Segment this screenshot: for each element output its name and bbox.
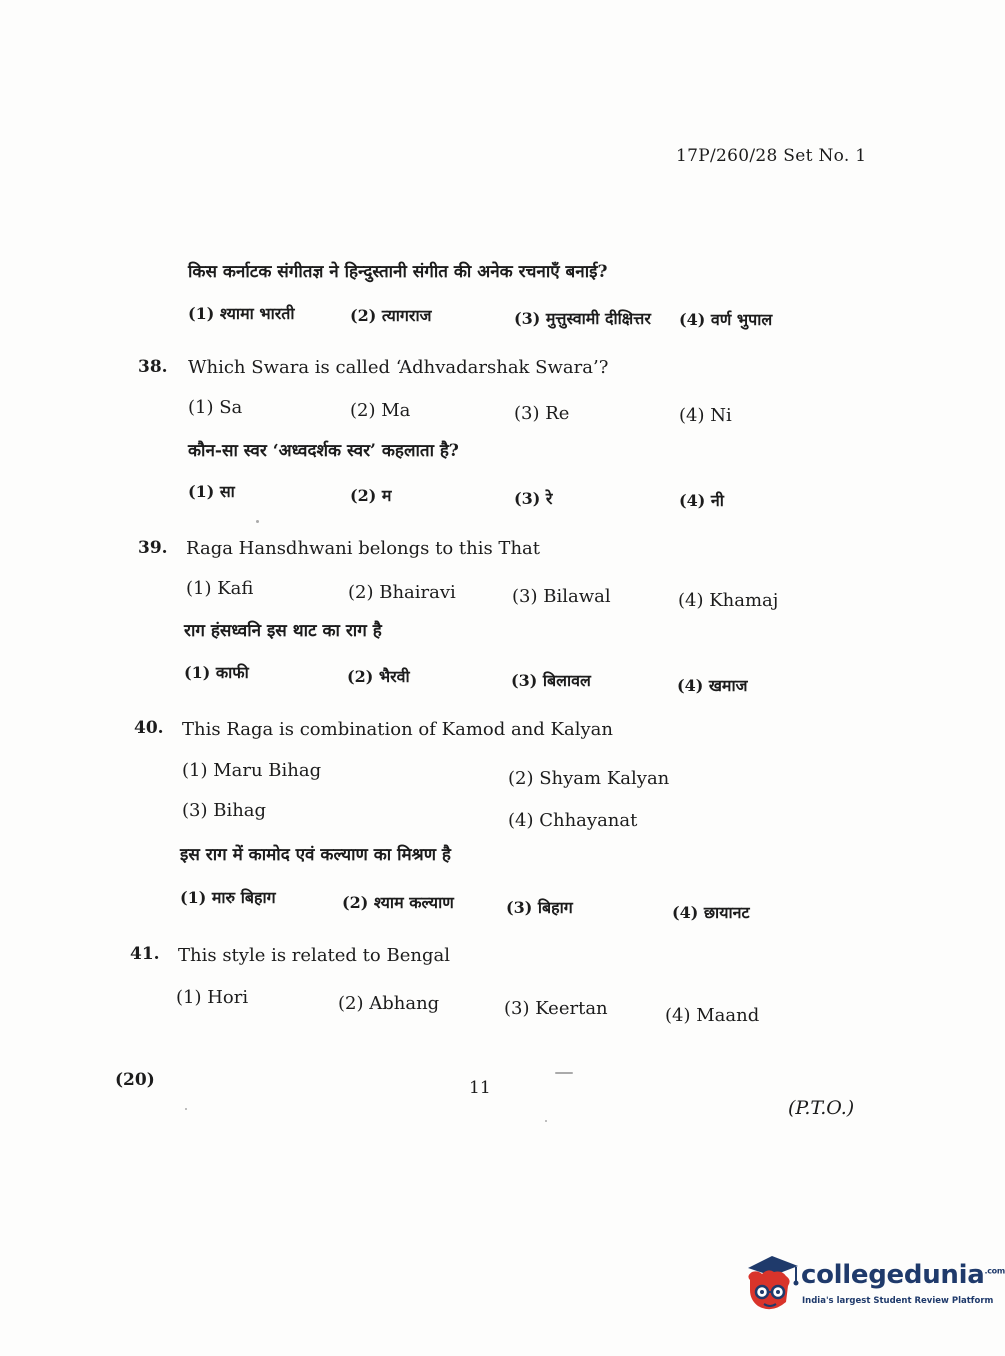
collegedunia-logo bbox=[742, 1250, 1005, 1320]
q41-option-1: (1) Hori bbox=[176, 987, 249, 1008]
q37-hi-option-1: (1) श्यामा भारती bbox=[188, 304, 295, 323]
q40-hi-option-1: (1) मारु बिहाग bbox=[180, 888, 276, 907]
q39-hi-option-2: (2) भैरवी bbox=[347, 667, 410, 686]
q39-question: Raga Hansdhwani belongs to this That bbox=[186, 538, 540, 559]
q40-option-2: (2) Shyam Kalyan bbox=[508, 768, 670, 789]
q41-number: 41. bbox=[130, 944, 160, 964]
q39-hindi-text: राग हंसध्वनि इस थाट का राग है bbox=[184, 621, 382, 641]
q39-option-1: (1) Kafi bbox=[186, 578, 254, 599]
pto-note: (P.T.O.) bbox=[788, 1097, 855, 1119]
q39-option-2: (2) Bhairavi bbox=[348, 582, 456, 603]
q38-hi-option-3: (3) रे bbox=[514, 489, 553, 508]
q37-hi-option-3: (3) मुत्तुस्वामी दीक्षित्तर bbox=[514, 309, 651, 328]
q40-hindi-text: इस राग में कामोद एवं कल्याण का मिश्रण है bbox=[180, 845, 451, 865]
scan-speck bbox=[256, 520, 259, 523]
q39-option-4: (4) Khamaj bbox=[678, 590, 779, 611]
q37-hindi-text: किस कर्नाटक संगीतज्ञ ने हिन्दुस्तानी संगीत की अनेक रचनाएँ बनाई? bbox=[188, 262, 608, 282]
q39-hi-option-4: (4) खमाज bbox=[677, 676, 748, 695]
paper-code: 17P/260/28 Set No. 1 bbox=[676, 146, 867, 166]
q38-option-4: (4) Ni bbox=[679, 405, 732, 426]
q40-question: This Raga is combination of Kamod and Kalyan bbox=[182, 719, 613, 740]
q38-option-1: (1) Sa bbox=[188, 397, 243, 418]
q41-option-3: (3) Keertan bbox=[504, 998, 608, 1019]
q39-option-3: (3) Bilawal bbox=[512, 586, 611, 607]
q39-hi-option-3: (3) बिलावल bbox=[511, 671, 591, 690]
scan-speck bbox=[185, 1108, 187, 1110]
logo-tagline: India's largest Student Review Platform bbox=[802, 1296, 994, 1306]
q40-option-3: (3) Bihag bbox=[182, 800, 267, 821]
q40-hi-option-2: (2) श्याम कल्याण bbox=[342, 893, 454, 912]
q38-hindi-text: कौन-सा स्वर ‘अध्वदर्शक स्वर’ कहलाता है? bbox=[188, 441, 459, 461]
q40-hi-option-3: (3) बिहाग bbox=[506, 898, 573, 917]
q39-number: 39. bbox=[138, 538, 168, 558]
q38-hi-option-1: (1) सा bbox=[188, 482, 235, 501]
q40-hi-option-4: (4) छायानट bbox=[672, 903, 750, 922]
q38-question: Which Swara is called ‘Adhvadarshak Swara’? bbox=[188, 357, 609, 378]
q39-hi-option-1: (1) काफी bbox=[184, 663, 249, 682]
q38-option-3: (3) Re bbox=[514, 403, 570, 424]
q40-number: 40. bbox=[134, 718, 164, 738]
q41-option-2: (2) Abhang bbox=[338, 993, 440, 1014]
page-total-marker: (20) bbox=[115, 1070, 155, 1090]
logo-suffix: .com bbox=[984, 1266, 1005, 1276]
q38-number: 38. bbox=[138, 357, 168, 377]
logo-name: collegedunia bbox=[801, 1260, 985, 1290]
scan-speck bbox=[555, 1072, 573, 1074]
q40-option-1: (1) Maru Bihag bbox=[182, 760, 322, 781]
q41-option-4: (4) Maand bbox=[665, 1005, 760, 1026]
page-number: 11 bbox=[469, 1078, 491, 1098]
scan-speck bbox=[545, 1120, 547, 1122]
logo-wordmark bbox=[801, 1260, 1005, 1290]
q40-option-4: (4) Chhayanat bbox=[508, 810, 638, 831]
q41-question: This style is related to Bengal bbox=[178, 945, 450, 966]
q37-hi-option-4: (4) वर्ण भुपाल bbox=[679, 310, 773, 329]
mascot-icon bbox=[742, 1250, 802, 1316]
q38-hi-option-2: (2) म bbox=[350, 486, 392, 505]
q38-hi-option-4: (4) नी bbox=[679, 491, 724, 510]
q38-option-2: (2) Ma bbox=[350, 400, 411, 421]
q37-hi-option-2: (2) त्यागराज bbox=[350, 306, 432, 325]
